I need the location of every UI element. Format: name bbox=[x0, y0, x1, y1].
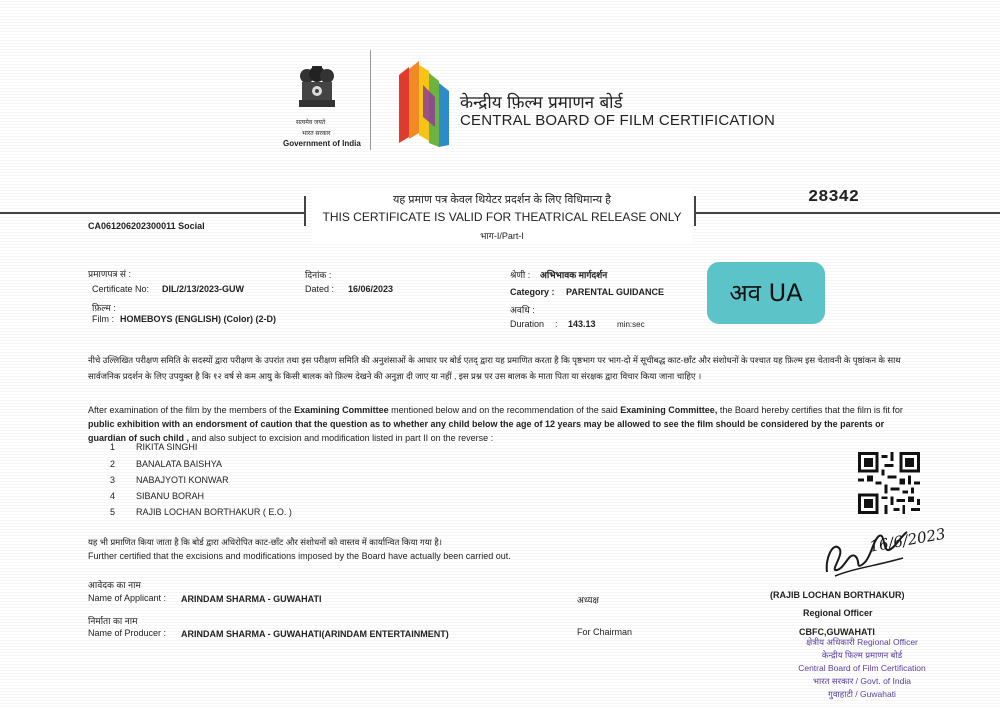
validity-banner bbox=[312, 190, 692, 244]
hindi-excision-text: यह भी प्रमाणित किया जाता है कि बोर्ड द्वारा अधिरोपित काट-छाँट और संशोधनों को वास्तव में कार्यान्वित किया गया है। bbox=[88, 537, 442, 547]
committee-member: 3 NABAJYOTI KONWAR bbox=[110, 475, 229, 485]
hindi-certification-text: नीचे उल्लिखित परीक्षण समिति के सदस्यों द्वारा परीक्षण के उपरांत तथा इस परीक्षण समिति की अनुशंसाओं के आधार पर बोर्ड एतद् द्वारा यह प्रमाणित करता है कि पृष्ठभाग पर भाग-दो में सूचीबद्ध काट-छाँट और संशोधनों के पश्चात यह फ़िल्म इस चेतावनी के पृष्ठांकन के साथ सार्वजनिक प्रदर्शन के लिए उपयुक्त है कि १२ वर्ष से कम आयु के किसी बालक को फ़िल्म देखने की अनुज्ञा दी जाए या नहीं , इस प्रश्न पर उस बालक के माता पिता या संरक्षक द्वारा विचार किया जाना चाहिए । bbox=[88, 355, 901, 381]
english-excision-text: Further certified that the excisions and modifications imposed by the Board have actually been carried out. bbox=[88, 551, 511, 561]
stamp-line-5: गुवाहाटी / Guwahati bbox=[828, 689, 896, 699]
duration-unit: min:sec bbox=[617, 320, 645, 329]
board-name: CENTRAL BOARD OF FILM CERTIFICATION bbox=[460, 112, 776, 129]
duration-value: 143.13 bbox=[568, 319, 596, 329]
category-value: PARENTAL GUIDANCE bbox=[566, 287, 665, 297]
emblem-country: Government of India bbox=[283, 139, 361, 148]
chairman-hindi: अध्यक्ष bbox=[577, 595, 599, 605]
committee-member: 1 RIKITA SINGHI bbox=[110, 442, 198, 452]
film-label: Film : bbox=[92, 314, 114, 324]
chairman-label: For Chairman bbox=[577, 627, 633, 637]
header-divider bbox=[370, 50, 371, 150]
stamp-line-4: भारत सरकार / Govt. of India bbox=[813, 676, 911, 686]
committee-member: 5 RAJIB LOCHAN BORTHAKUR ( E.O. ) bbox=[110, 507, 292, 517]
rating-badge: अव UA bbox=[707, 262, 825, 324]
banner-hindi: यह प्रमाण पत्र केवल थियेटर प्रदर्शन के लिए विधिमान्य है bbox=[392, 194, 611, 206]
banner-part: भाग-I/Part-I bbox=[480, 231, 524, 241]
film-hindi: फ़िल्म : bbox=[92, 303, 116, 313]
applicant-hindi: आवेदक का नाम bbox=[88, 580, 141, 590]
reference-code: CA061206202300011 Social bbox=[88, 221, 205, 231]
banner-english: THIS CERTIFICATE IS VALID FOR THEATRICAL RELEASE ONLY bbox=[322, 210, 682, 224]
signature-icon bbox=[815, 522, 910, 584]
stamp-line-1: क्षेत्रीय अधिकारी Regional Officer bbox=[806, 637, 918, 647]
committee-member: 4 SIBANU BORAH bbox=[110, 491, 205, 501]
producer-label: Name of Producer : bbox=[88, 628, 167, 638]
stamp-line-3: Central Board of Film Certification bbox=[798, 663, 926, 673]
emblem-motto: सत्यमेव जयते bbox=[296, 120, 326, 126]
certificate-number: 28342 bbox=[808, 188, 860, 207]
english-certification-text: After examination of the film by the members of the Examining Committee mentioned below and on the recommendation of the said Examining Committee, the Board hereby certifies that the film is fit for public exhibition with an endorsment of caution that the question as to whether any child below the age of 12 years may be allowed to see the film should be considered by the parents or guardian of such child , and also subject to excision and modification listed in part II on the reverse : bbox=[88, 405, 903, 443]
cert-no-hindi: प्रमाणपत्र सं : bbox=[88, 269, 132, 279]
film-value: HOMEBOYS (ENGLISH) (Color) (2-D) bbox=[120, 314, 276, 324]
category-label: Category : bbox=[510, 287, 555, 297]
signatory-office: CBFC,GUWAHATI bbox=[799, 627, 875, 637]
cert-no-label: Certificate No: bbox=[92, 284, 150, 294]
official-stamp bbox=[782, 636, 942, 701]
qr-code-icon bbox=[858, 452, 920, 514]
committee-member: 2 BANALATA BAISHYA bbox=[110, 459, 223, 469]
board-name-hindi: केन्द्रीय फ़िल्म प्रमाणन बोर्ड bbox=[460, 93, 623, 113]
stamp-line-2: केन्द्रीय फिल्म प्रमाणन बोर्ड bbox=[821, 650, 903, 660]
banner-bracket-right bbox=[694, 196, 696, 226]
date-hindi: दिनांक : bbox=[305, 270, 332, 280]
cbfc-logo-icon bbox=[395, 57, 453, 147]
banner-bracket-left bbox=[304, 196, 306, 226]
cert-no-value: DIL/2/13/2023-GUW bbox=[162, 284, 245, 294]
applicant-label: Name of Applicant : bbox=[88, 593, 167, 603]
producer-value: ARINDAM SHARMA - GUWAHATI(ARINDAM ENTERTAINMENT) bbox=[181, 629, 449, 639]
date-value: 16/06/2023 bbox=[348, 284, 394, 294]
header-rule-left bbox=[0, 212, 306, 214]
signature-date: 16/6/2023 bbox=[868, 524, 947, 556]
duration-label: Duration bbox=[510, 319, 545, 329]
producer-hindi: निर्माता का नाम bbox=[88, 616, 138, 626]
applicant-value: ARINDAM SHARMA - GUWAHATI bbox=[181, 594, 322, 604]
duration-colon: : bbox=[555, 319, 558, 329]
duration-hindi: अवधि : bbox=[510, 305, 535, 315]
ashoka-emblem-icon bbox=[292, 62, 342, 124]
emblem-country-hindi: भारत सरकार bbox=[302, 131, 331, 137]
date-label: Dated : bbox=[305, 284, 335, 294]
signatory-title: Regional Officer bbox=[803, 608, 873, 618]
category-hindi: श्रेणी : bbox=[510, 270, 531, 280]
category-hindi-value: अभिभावक मार्गदर्शन bbox=[540, 270, 608, 280]
signatory-name: (RAJIB LOCHAN BORTHAKUR) bbox=[770, 590, 905, 600]
header-rule-right bbox=[694, 212, 1000, 214]
